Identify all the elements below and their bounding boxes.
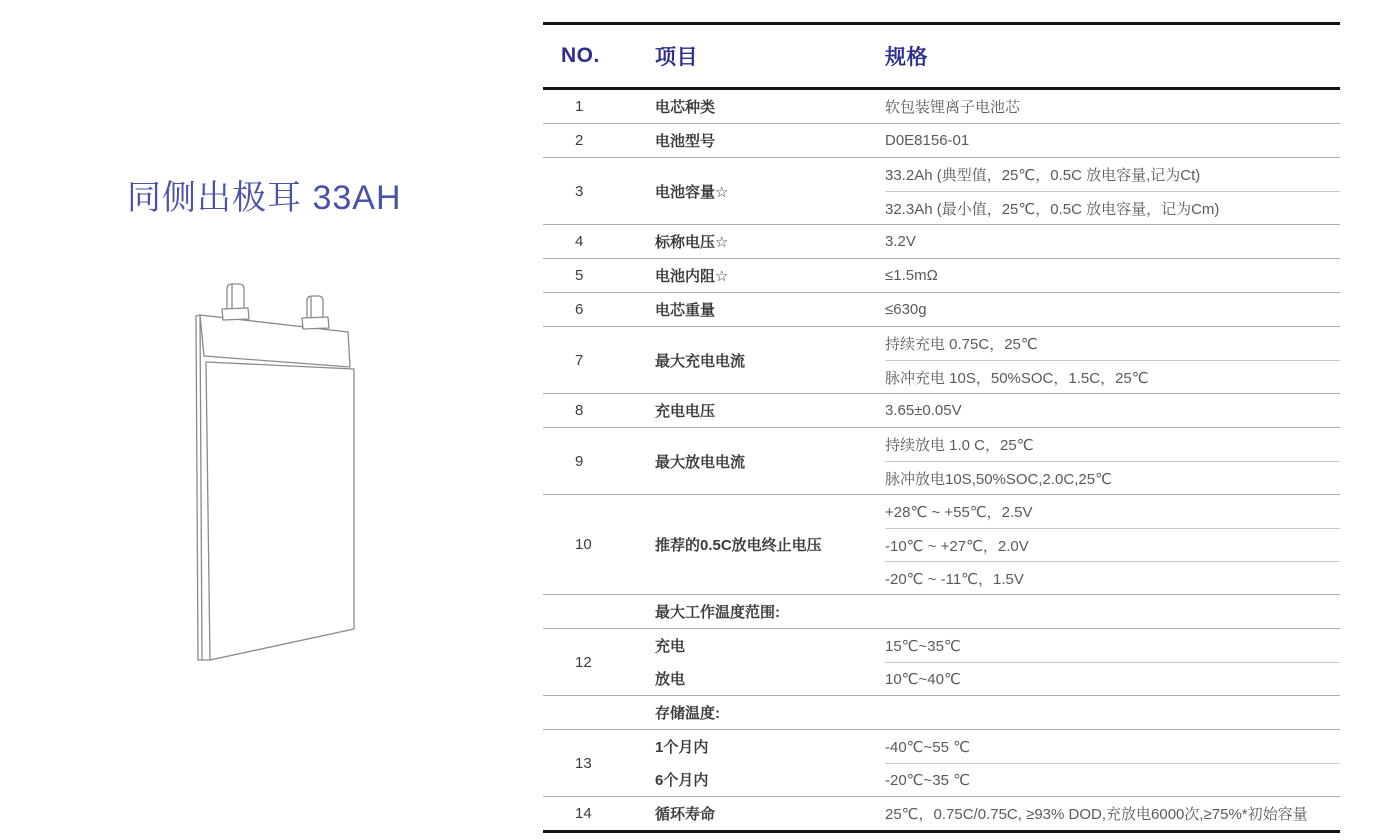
spec-value: 3.65±0.05V: [885, 402, 962, 419]
right-terminal-tab: [307, 296, 323, 320]
spec-value: -20℃~35 ℃: [885, 763, 1340, 796]
page-title: 同侧出极耳 33AH: [127, 179, 402, 217]
item-label: 电芯种类: [655, 99, 716, 116]
item-label: 最大充电电流: [655, 352, 746, 370]
spec-value: 33.2Ah (典型值，25℃，0.5C 放电容量,记为Ct): [885, 167, 1201, 184]
row-number: [543, 595, 655, 628]
spec-value: -40℃~55 ℃: [885, 738, 970, 756]
spec-value: ≤630g: [885, 301, 927, 318]
item-label: 6个月内: [655, 772, 709, 789]
spec-value: 32.3Ah (最小值，25℃，0.5C 放电容量，记为Cm): [885, 191, 1340, 224]
row-number: 1: [575, 98, 584, 115]
spec-value: 持续放电 1.0 C，25℃: [885, 437, 1034, 454]
row-number: 8: [575, 402, 584, 419]
cell-front-face: [206, 362, 354, 660]
item-label: 充电: [655, 638, 686, 655]
row-number: 10: [575, 536, 592, 553]
table-row-group: [543, 258, 1340, 292]
row-number: 5: [575, 267, 584, 284]
spec-value: D0E8156-01: [885, 132, 970, 149]
spec-value: -10℃ ~ +27℃，2.0V: [885, 528, 1340, 561]
spec-value: [885, 595, 1340, 628]
spec-value: 脉冲放电10S,50%SOC,2.0C,25℃: [885, 461, 1340, 494]
spec-value: ≤1.5mΩ: [885, 267, 938, 284]
table-row-group: [543, 628, 1340, 695]
left-terminal-tab: [227, 284, 244, 310]
item-label: 电芯重量: [655, 302, 716, 319]
spec-value: [885, 696, 1340, 729]
spec-value: 持续充电 0.75C，25℃: [885, 336, 1038, 353]
item-label: 充电电压: [655, 403, 716, 420]
table-section-row: [543, 695, 1340, 729]
section-label: 最大工作温度范围:: [655, 604, 780, 621]
item-label: 推荐的0.5C放电终止电压: [655, 537, 822, 554]
table-row-group: [543, 729, 1340, 796]
row-number: 14: [575, 805, 592, 822]
spec-value: 脉冲充电 10S，50%SOC，1.5C，25℃: [885, 360, 1340, 393]
spec-value: 25℃，0.75C/0.75C, ≥93% DOD,充放电6000次,≥75%*初始容量: [885, 806, 1308, 823]
item-label: 电池容量☆: [655, 183, 729, 201]
battery-cell-icon: [178, 272, 403, 672]
item-label: 标称电压☆: [655, 234, 729, 251]
row-number: [543, 696, 655, 729]
left-terminal-flange: [222, 308, 249, 320]
row-number: 13: [575, 754, 592, 772]
table-row-group: [543, 326, 1340, 393]
column-header-spec: 规格: [885, 46, 928, 69]
column-header-item: 项目: [655, 46, 698, 69]
table-row-group: [543, 224, 1340, 258]
row-number: 7: [575, 351, 584, 369]
item-label: 最大放电电流: [655, 453, 746, 471]
table-row-group: [543, 393, 1340, 427]
spec-value: 3.2V: [885, 233, 916, 250]
table-section-row: [543, 594, 1340, 628]
row-number: 2: [575, 132, 584, 149]
table-row-group: [543, 292, 1340, 326]
table-row-group: [543, 796, 1340, 830]
item-label: 电池型号: [655, 133, 716, 150]
spec-value: +28℃ ~ +55℃，2.5V: [885, 504, 1033, 521]
row-number: 9: [575, 452, 584, 470]
table-row-group: [543, 427, 1340, 494]
spec-value: 软包装锂离子电池芯: [885, 99, 1021, 116]
item-label: 放电: [655, 671, 686, 688]
table-row-group: [543, 123, 1340, 157]
column-header-no: NO.: [561, 44, 600, 67]
spec-value: 10℃~40℃: [885, 662, 1340, 695]
table-row-group: [543, 90, 1340, 123]
section-label: 存储温度:: [655, 705, 720, 722]
item-label: 循环寿命: [655, 806, 716, 823]
table-row-group: [543, 494, 1340, 594]
row-number: 12: [575, 653, 592, 671]
row-number: 3: [575, 182, 584, 200]
item-label: 电池内阻☆: [655, 268, 729, 285]
spec-value: 15℃~35℃: [885, 637, 961, 655]
table-row-group: [543, 157, 1340, 224]
right-terminal-flange: [302, 317, 329, 329]
spec-value: -20℃ ~ -11℃，1.5V: [885, 561, 1340, 594]
row-number: 4: [575, 233, 584, 250]
table-header-row: [543, 25, 1340, 90]
item-label: 1个月内: [655, 739, 709, 756]
spec-table: [543, 22, 1340, 833]
row-number: 6: [575, 301, 584, 318]
